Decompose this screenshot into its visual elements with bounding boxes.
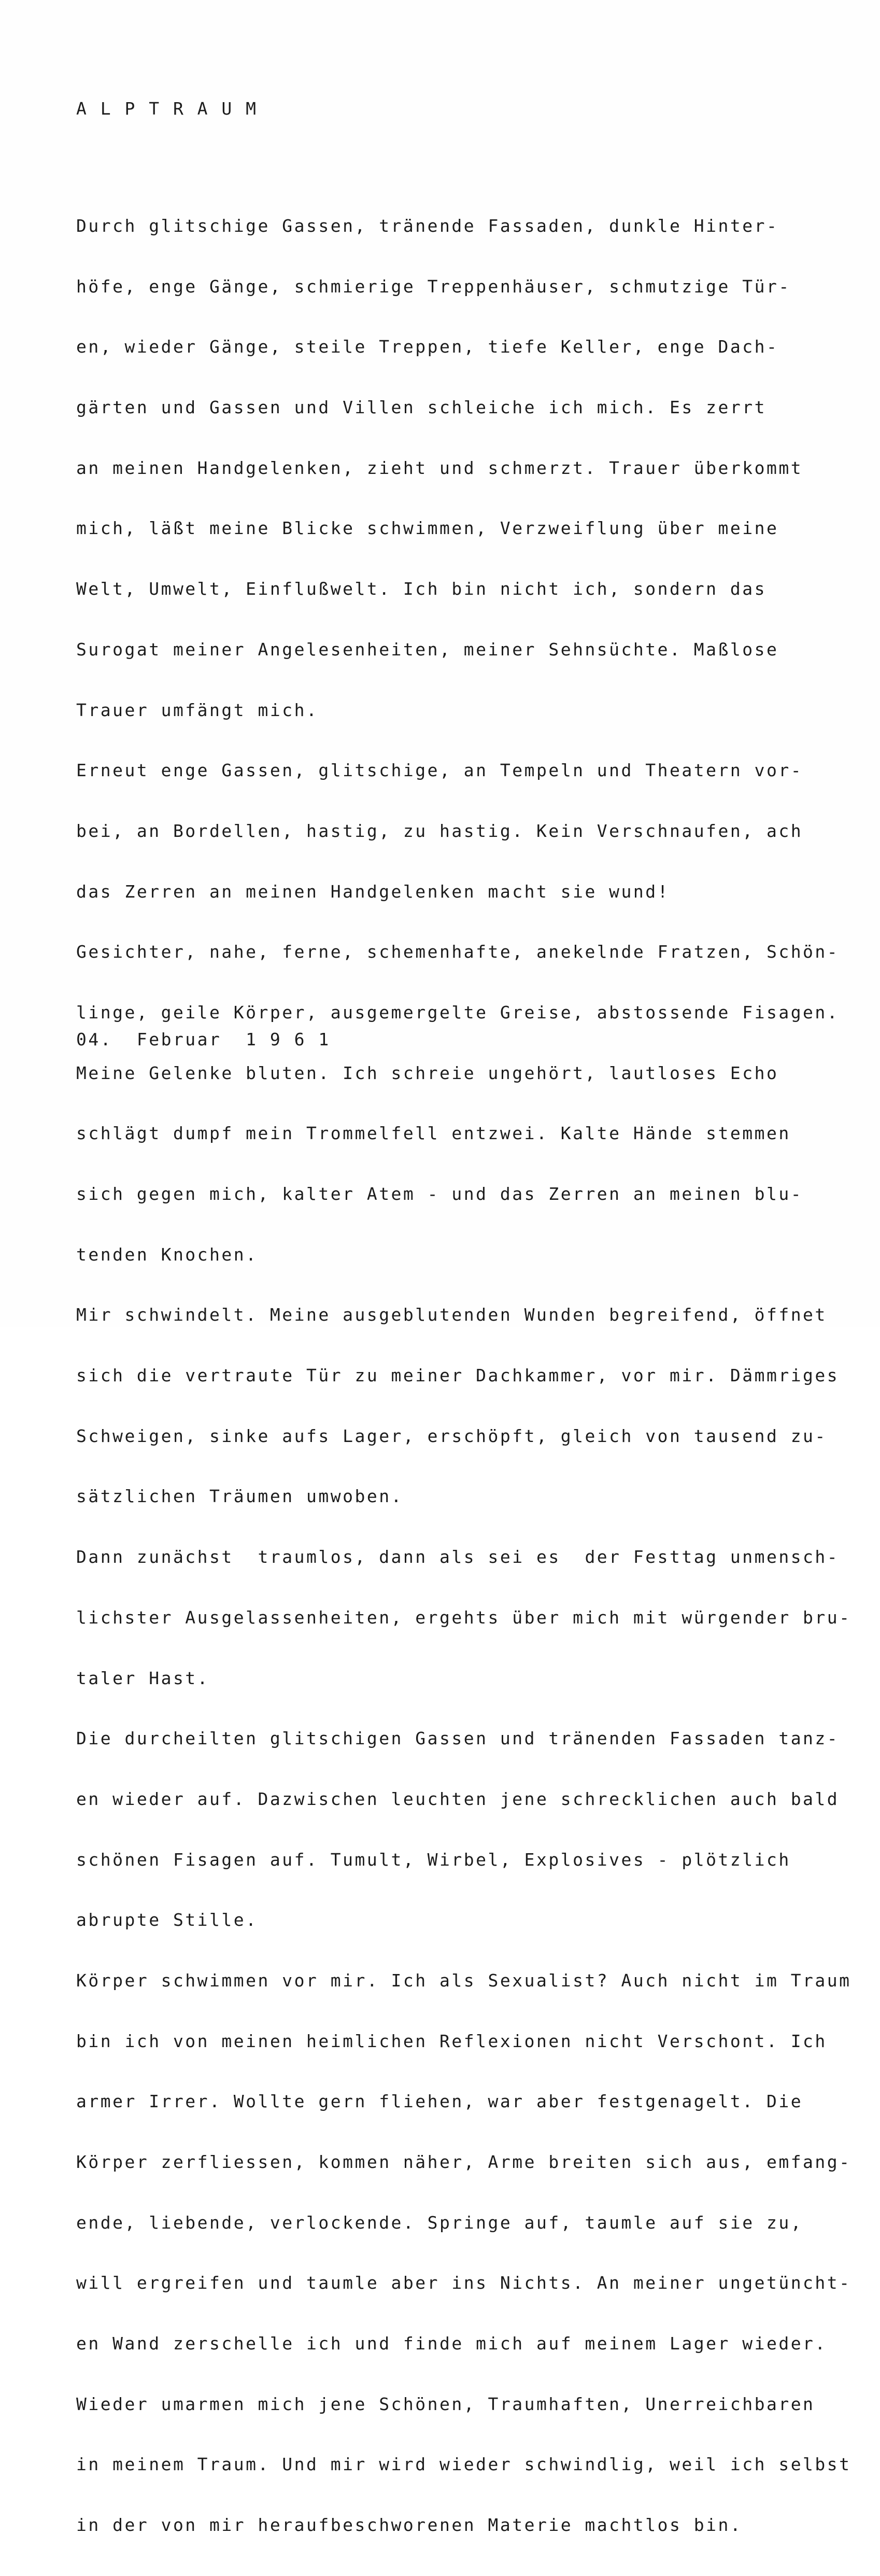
text-line: schönen Fisagen auf. Tumult, Wirbel, Explosives - plötzlich — [76, 1849, 791, 1870]
text-line: Meine Gelenke bluten. Ich schreie ungehört, lautloses Echo — [76, 1062, 779, 1083]
text-line: bei, an Bordellen, hastig, zu hastig. Kein Verschnaufen, ach — [76, 820, 803, 841]
text-line: Dann zunächst traumlos, dann als sei es der Festtag unmensch- — [76, 1547, 840, 1567]
text-line: in der von mir heraufbeschworenen Materie machtlos bin. — [76, 2515, 743, 2536]
text-line: Mir schwindelt. Meine ausgeblutenden Wunden begreifend, öffnet — [76, 1305, 827, 1325]
text-line: Die durcheilten glitschigen Gassen und tränenden Fassaden tanz- — [76, 1728, 840, 1749]
text-line: schlägt dumpf mein Trommelfell entzwei. Kalte Hände stemmen — [76, 1123, 791, 1144]
text-line: sätzlichen Träumen umwoben. — [76, 1486, 403, 1507]
text-line: sich gegen mich, kalter Atem - und das Zerren an meinen blu- — [76, 1184, 803, 1204]
text-line: ende, liebende, verlockende. Springe auf, taumle auf sie zu, — [76, 2212, 803, 2233]
text-line: abrupte Stille. — [76, 1910, 258, 1930]
text-line: an meinen Handgelenken, zieht und schmerzt. Trauer überkommt — [76, 457, 803, 478]
text-line: höfe, enge Gänge, schmierige Treppenhäuser, schmutzige Tür- — [76, 276, 791, 297]
text-line: Trauer umfängt mich. — [76, 699, 319, 720]
document-date: 04. Februar 1 9 6 1 — [76, 1029, 331, 1049]
page-title: A L P T R A U M — [76, 99, 258, 119]
text-line: Gesichter, nahe, ferne, schemenhafte, anekelnde Fratzen, Schön- — [76, 942, 840, 962]
text-line: Surogat meiner Angelesenheiten, meiner Sehnsüchte. Maßlose — [76, 639, 779, 660]
text-line: mich, läßt meine Blicke schwimmen, Verzweiflung über meine — [76, 518, 779, 539]
text-line: Durch glitschige Gassen, tränende Fassaden, dunkle Hinter- — [76, 216, 779, 236]
text-line: sich die vertraute Tür zu meiner Dachkammer, vor mir. Dämmriges — [76, 1365, 840, 1386]
text-line: Schweigen, sinke aufs Lager, erschöpft, gleich von tausend zu- — [76, 1425, 827, 1446]
text-line: gärten und Gassen und Villen schleiche ich mich. Es zerrt — [76, 397, 767, 418]
text-line: Wieder umarmen mich jene Schönen, Traumhaften, Unerreichbaren — [76, 2393, 815, 2414]
text-line: linge, geile Körper, ausgemergelte Greise, abstossende Fisagen. — [76, 1002, 840, 1023]
text-line: Erneut enge Gassen, glitschige, an Tempeln und Theatern vor- — [76, 760, 803, 781]
text-line: Körper zerfliessen, kommen näher, Arme breiten sich aus, emfang- — [76, 2152, 851, 2172]
text-line: bin ich von meinen heimlichen Reflexionen nicht Verschont. Ich — [76, 2031, 827, 2051]
text-line: in meinem Traum. Und mir wird wieder schwindlig, weil ich selbst — [76, 2454, 851, 2475]
text-line: das Zerren an meinen Handgelenken macht sie wund! — [76, 881, 670, 902]
text-line: lichster Ausgelassenheiten, ergehts über mich mit würgender bru- — [76, 1607, 851, 1628]
text-line: armer Irrer. Wollte gern fliehen, war aber festgenagelt. Die — [76, 2091, 803, 2112]
text-line: Körper schwimmen vor mir. Ich als Sexualist? Auch nicht im Traum — [76, 1970, 851, 1991]
poem-body — [76, 176, 851, 2576]
text-line: en wieder auf. Dazwischen leuchten jene schrecklichen auch bald — [76, 1788, 840, 1809]
text-line: taler Hast. — [76, 1668, 210, 1688]
text-line: en Wand zerschelle ich und finde mich auf meinem Lager wieder. — [76, 2333, 827, 2354]
text-line: en, wieder Gänge, steile Treppen, tiefe Keller, enge Dach- — [76, 337, 779, 357]
text-line: tenden Knochen. — [76, 1244, 258, 1265]
text-line: Welt, Umwelt, Einflußwelt. Ich bin nicht ich, sondern das — [76, 579, 767, 599]
text-line: will ergreifen und taumle aber ins Nichts. An meiner ungetüncht- — [76, 2273, 851, 2293]
